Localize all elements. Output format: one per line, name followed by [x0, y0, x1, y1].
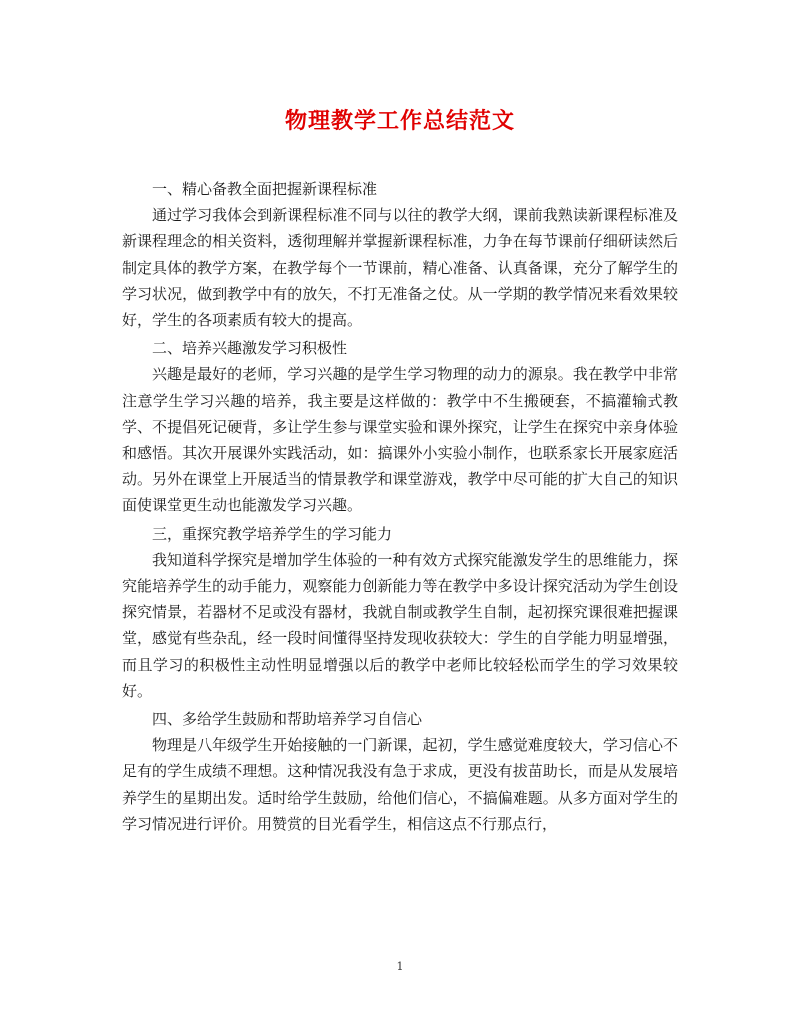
section-heading-3: 三，重探究教学培养学生的学习能力	[152, 524, 393, 543]
document-body	[122, 174, 678, 837]
section-paragraph-2: 兴趣是最好的老师，学习兴趣的是学生学习物理的动力的源泉。我在教学中非常注意学生学习兴趣的培养，我主要是这样做的：教学中不生搬硬套，不搞灌输式教学、不提倡死记硬背，多让学生参与课堂实验和课外探究，让学生在探究中亲身体验和感悟。其次开展课外实践活动，如：搞课外小实验小制作，也联系家长开展家庭活动。另外在课堂上开展适当的情景教学和课堂游戏，教学中尽可能的扩大自己的知识面使课堂更生动也能激发学习兴趣。	[122, 365, 678, 515]
section-paragraph-1: 通过学习我体会到新课程标准不同与以往的教学大纲，课前我熟读新课程标准及新课程理念的相关资料，透彻理解并掌握新课程标准，力争在每节课前仔细研读然后制定具体的教学方案，在教学每个一节课前，精心准备、认真备课，充分了解学生的学习状况，做到教学中有的放矢，不打无准备之仗。从一学期的教学情况来看效果较好，学生的各项素质有较大的提高。	[122, 206, 678, 330]
section-heading-4: 四、多给学生鼓励和帮助培养学习自信心	[152, 710, 423, 729]
section-heading-2: 二、培养兴趣激发学习积极性	[152, 339, 348, 358]
section-paragraph-3: 我知道科学探究是增加学生体验的一种有效方式探究能激发学生的思维能力，探究能培养学生的动手能力，观察能力创新能力等在教学中多设计探究活动为学生创设探究情景，若器材不足或没有器材，我就自制或教学生自制，起初探究课很难把握课堂，感觉有些杂乱，经一段时间懂得坚持发现收获较大：学生的自学能力明显增强，而且学习的积极性主动性明显增强以后的教学中老师比较轻松而学生的学习效果较好。	[122, 550, 678, 700]
section-paragraph-4: 物理是八年级学生开始接触的一门新课，起初，学生感觉难度较大，学习信心不足有的学生成绩不理想。这种情况我没有急于求成，更没有拔苗助长，而是从发展培养学生的星期出发。适时给学生鼓励，给他们信心，不搞偏难题。从多方面对学生的学习情况进行评价。用赞赏的目光看学生，相信这点不行那点行，	[122, 736, 678, 833]
page-number: 1	[396, 960, 404, 973]
section-heading-1: 一、精心备教全面把握新课程标准	[152, 180, 378, 198]
document-title: 物理教学工作总结范文	[284, 108, 515, 134]
